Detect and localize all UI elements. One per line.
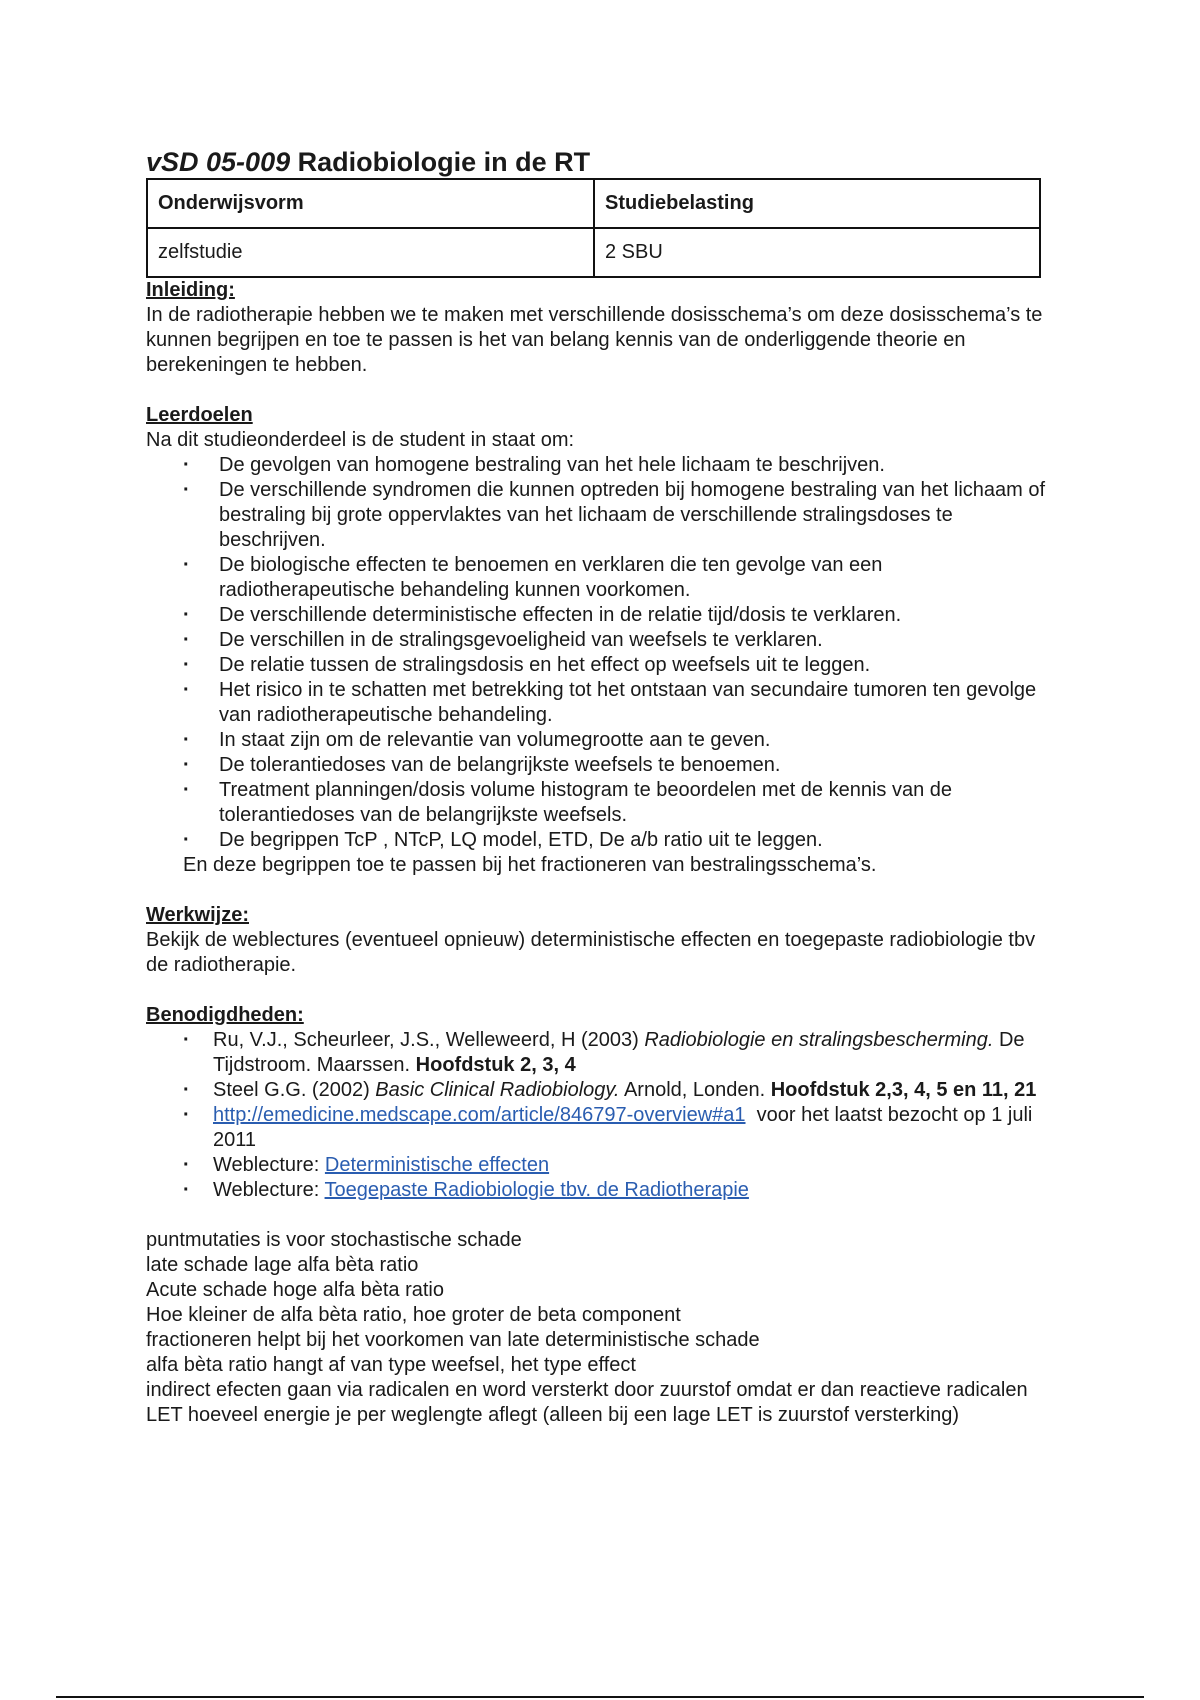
list-item: · Het risico in te schatten met betrekking tot het ontstaan van secundaire tumoren ten gevolge van radiotherapeutische behandeling. (183, 678, 1061, 728)
leerdoelen-list (146, 453, 1061, 853)
footer-divider (56, 1696, 1144, 1698)
course-info-table (146, 178, 1041, 278)
weblecture-label: Weblecture: (213, 1154, 325, 1176)
section-title-benodigdheden: Benodigdheden: (146, 1004, 304, 1026)
section-title-inleiding: Inleiding: (146, 279, 235, 301)
weblecture-link-deterministische[interactable]: Deterministische effecten (324, 1154, 550, 1176)
ref-visited-note: voor het laatst bezocht op 1 juli 2011 (213, 1104, 1038, 1151)
note-line: alfa bèta ratio hangt af van type weefsel, het type effect (146, 1354, 636, 1376)
reference-item (183, 1103, 1061, 1153)
list-item: · De biologische effecten te benoemen en verklaren die ten gevolge van een radiotherapeutische behandeling kunnen voorkomen. (183, 553, 1061, 603)
list-item: · De verschillende syndromen die kunnen optreden bij homogene bestraling van het lichaam of bestraling bij grote oppervlaktes van het lichaam de verschillende stralingsdoses te beschrijven. (183, 478, 1061, 553)
course-code: vSD 05-009 (146, 147, 291, 177)
leerdoelen-outro: En deze begrippen toe te passen bij het fractioneren van bestralingsschema’s. (183, 854, 877, 876)
benodigdheden-list (146, 1028, 1061, 1203)
table-header-cell: Onderwijsvorm (147, 179, 594, 228)
page-title (146, 146, 1061, 178)
note-line: Acute schade hoge alfa bèta ratio (146, 1279, 444, 1301)
ref-chapters: Hoofdstuk 2,3, 4, 5 en 11, 21 (770, 1079, 1037, 1101)
ref-chapters: Hoofdstuk 2, 3, 4 (415, 1054, 576, 1076)
course-name: Radiobiologie in de RT (297, 147, 591, 177)
table-header-row (147, 179, 1040, 228)
leerdoelen-intro: Na dit studieonderdeel is de student in staat om: (146, 429, 575, 451)
medscape-link[interactable]: http://emedicine.medscape.com/article/846797-overview#a1 (213, 1104, 746, 1126)
note-line: puntmutaties is voor stochastische schade (146, 1229, 522, 1251)
list-item: · Treatment planningen/dosis volume histogram te beoordelen met de kennis van de tolerantiedoses van de belangrijkste weefsels. (183, 778, 1061, 828)
list-item: · De verschillen in de stralingsgevoeligheid van weefsels te verklaren. (183, 628, 1061, 653)
note-line: fractioneren helpt bij het voorkomen van late deterministische schade (146, 1329, 760, 1351)
ref-authors: Steel G.G. (2002) (213, 1079, 376, 1101)
reference-item (183, 1178, 1061, 1203)
table-row (147, 228, 1040, 277)
section-title-leerdoelen: Leerdoelen (146, 404, 253, 426)
weblecture-label: Weblecture: (213, 1179, 325, 1201)
ref-book-title: Basic Clinical Radiobiology. (375, 1079, 620, 1101)
note-line: late schade lage alfa bèta ratio (146, 1254, 419, 1276)
note-line: LET hoeveel energie je per weglengte aflegt (alleen bij een lage LET is zuurstof versterking) (146, 1404, 960, 1426)
note-line: Hoe kleiner de alfa bèta ratio, hoe groter de beta component (146, 1304, 681, 1326)
ref-authors: Ru, V.J., Scheurleer, J.S., Welleweerd, H (2003) (213, 1029, 645, 1051)
table-cell: 2 SBU (594, 228, 1040, 277)
list-item: · De verschillende deterministische effecten in de relatie tijd/dosis te verklaren. (183, 603, 1061, 628)
ref-publisher: De Tijdstroom. Maarssen. (213, 1029, 1025, 1076)
ref-book-title: Radiobiologie en stralingsbescherming. (644, 1029, 994, 1051)
list-item: · De gevolgen van homogene bestraling van het hele lichaam te beschrijven. (183, 453, 1061, 478)
reference-item (183, 1028, 1061, 1078)
reference-item (183, 1078, 1061, 1103)
list-item: · De begrippen TcP , NTcP, LQ model, ETD, De a/b ratio uit te leggen. (183, 828, 1061, 853)
section-title-werkwijze: Werkwijze: (146, 904, 249, 926)
list-item: · De tolerantiedoses van de belangrijkste weefsels te benoemen. (183, 753, 1061, 778)
ref-publisher: Arnold, Londen. (619, 1079, 771, 1101)
notes-block (146, 1228, 1061, 1428)
table-cell: zelfstudie (147, 228, 594, 277)
document-page (146, 146, 1061, 1428)
list-item: · In staat zijn om de relevantie van volumegrootte aan te geven. (183, 728, 1061, 753)
reference-item (183, 1153, 1061, 1178)
werkwijze-text: Bekijk de weblectures (eventueel opnieuw) deterministische effecten en toegepaste radiobiologie tbv de radiotherapie. (146, 929, 1036, 976)
note-line: indirect efecten gaan via radicalen en word versterkt door zuurstof omdat er dan reactieve radicalen (146, 1379, 1028, 1401)
table-header-cell: Studiebelasting (594, 179, 1040, 228)
inleiding-text: In de radiotherapie hebben we te maken met verschillende dosisschema’s om deze dosisschema’s te kunnen begrijpen en toe te passen is het van belang kennis van de onderliggende theorie en berekeningen te hebben. (146, 304, 1043, 376)
weblecture-link-radiobiologie[interactable]: Toegepaste Radiobiologie tbv. de Radiotherapie (324, 1179, 749, 1201)
list-item: · De relatie tussen de stralingsdosis en het effect op weefsels uit te leggen. (183, 653, 1061, 678)
